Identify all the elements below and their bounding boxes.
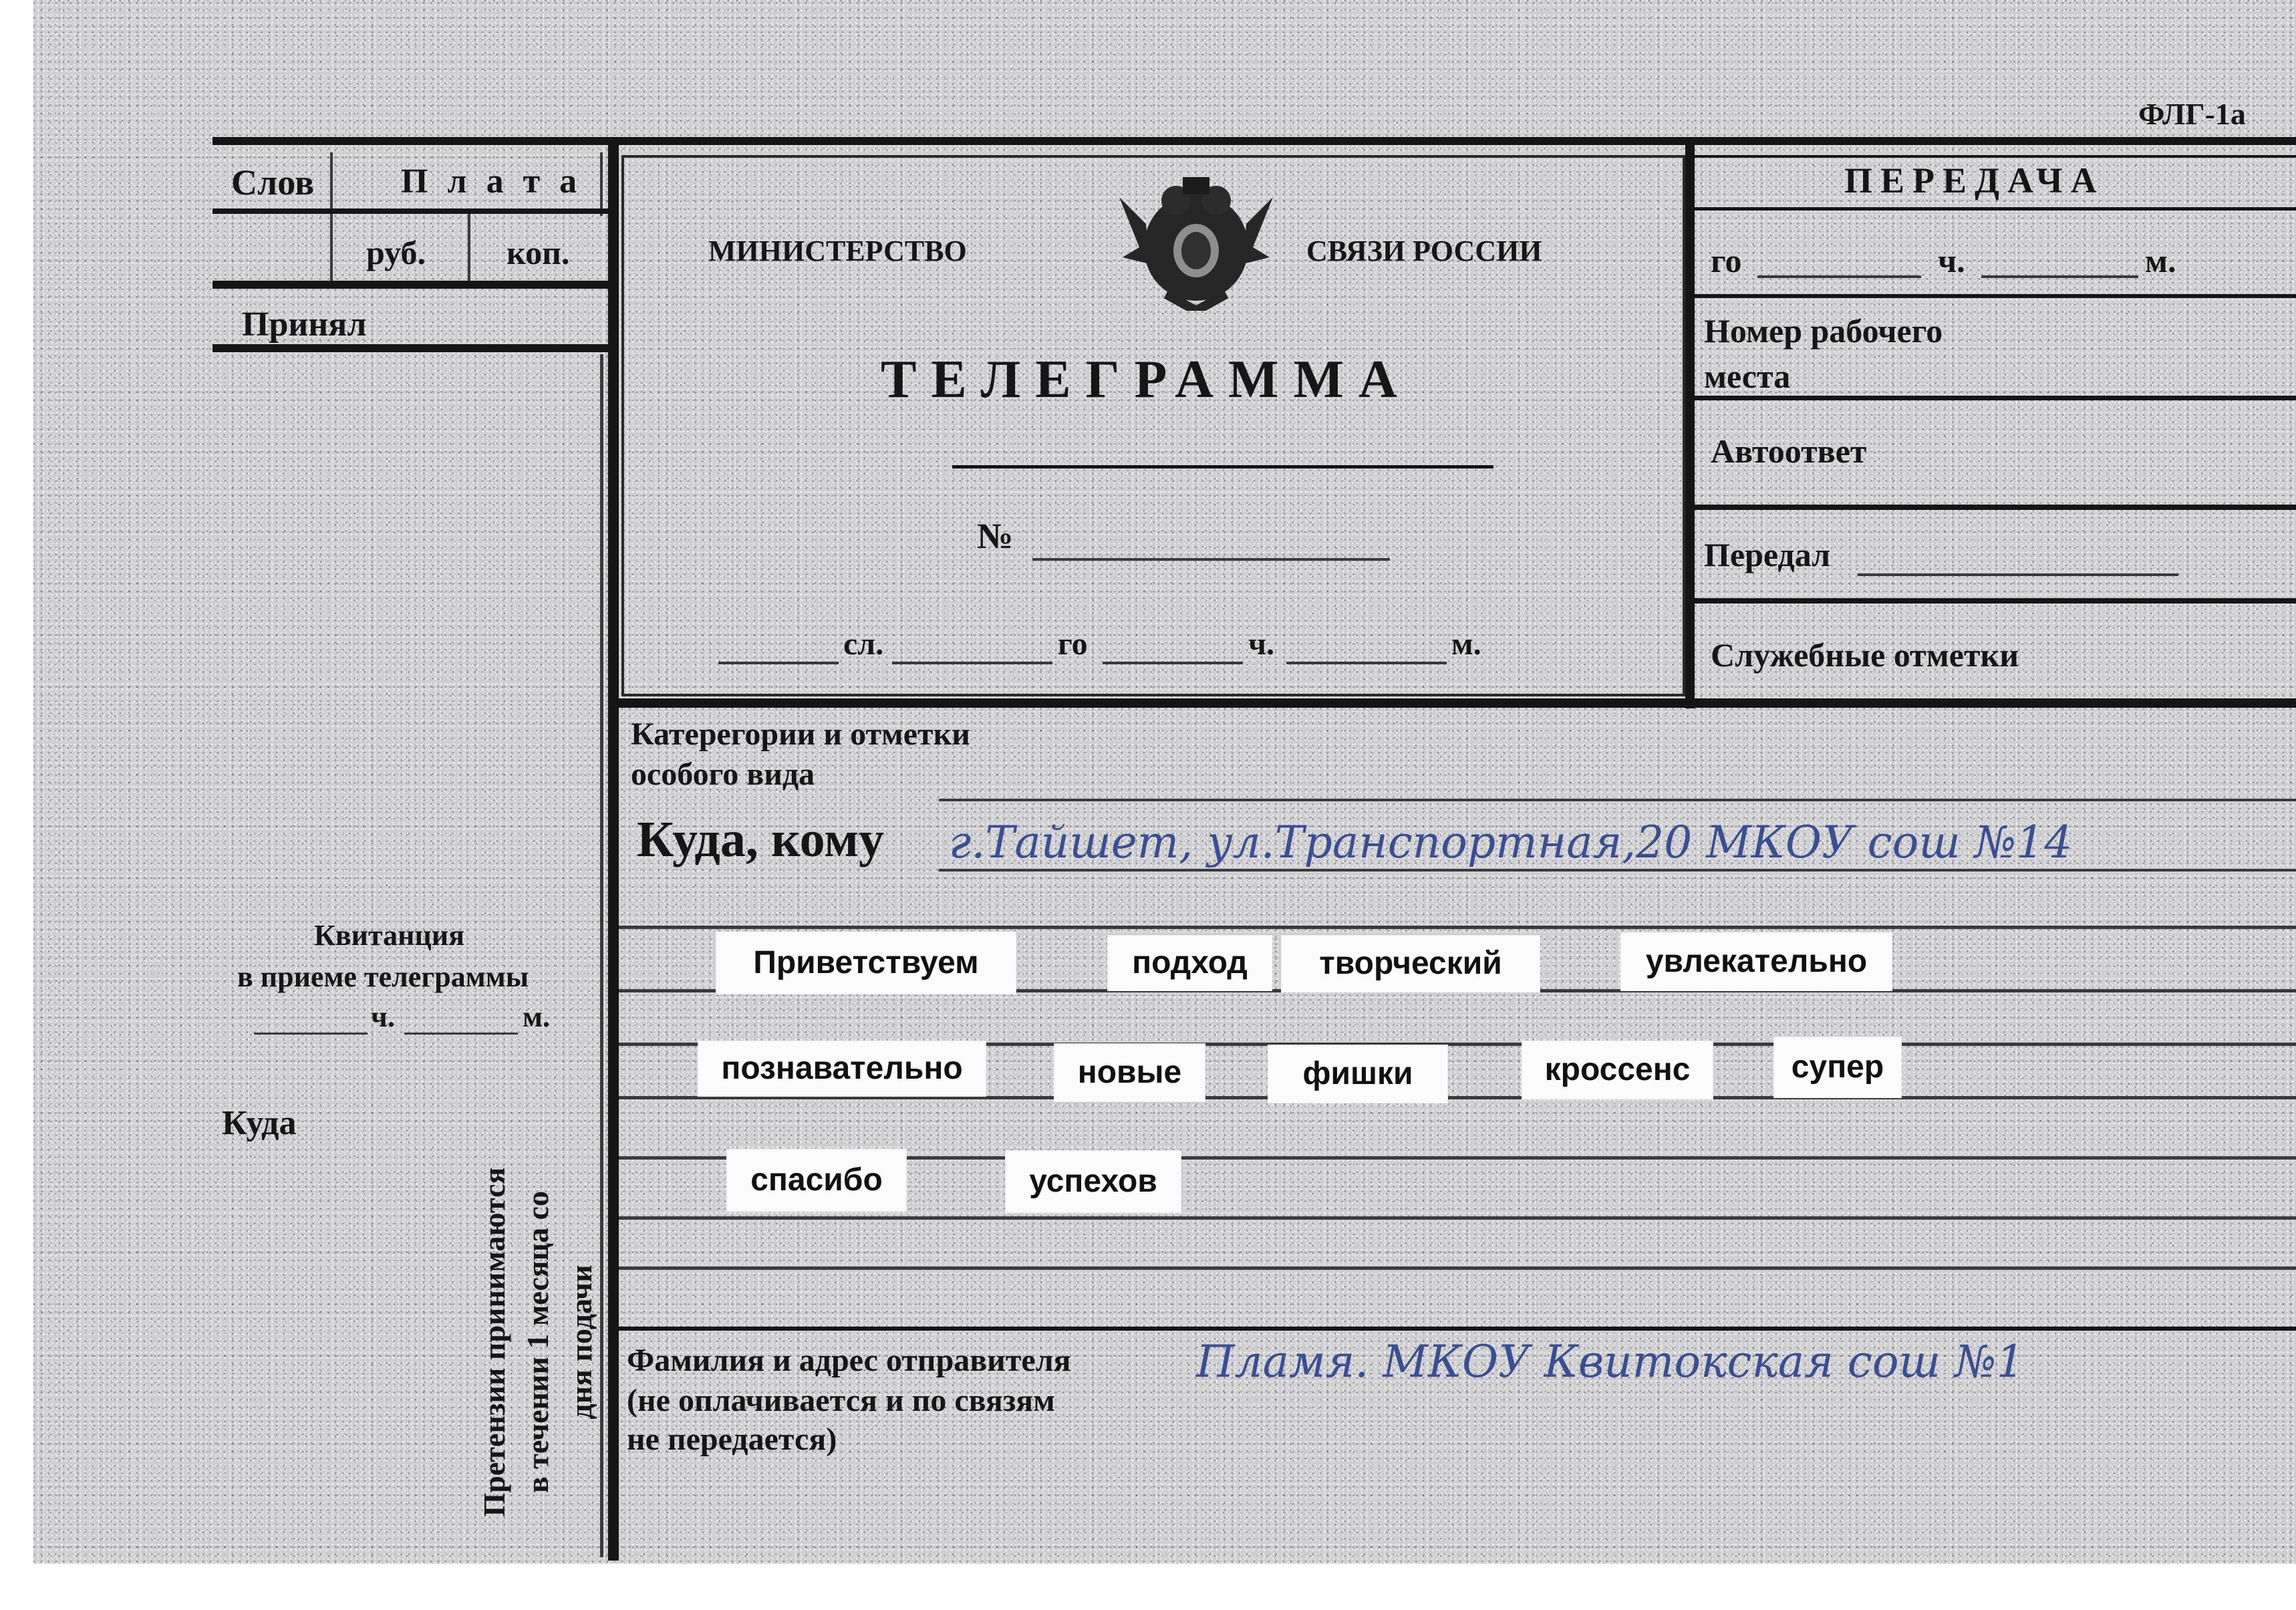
receipt-subtitle: в приеме телеграммы [237,960,529,993]
sender-label-line2: (не оплачивается и по связям [627,1383,1055,1418]
message-line [619,1216,2296,1220]
hour-field [1981,275,2138,278]
word-card: подход [1108,936,1272,990]
sent-by-label: Передал [1704,536,1831,573]
sent-by-field [1858,573,2178,576]
header-bottom-border [619,698,2296,708]
to-whom-field [939,869,2296,871]
emblem-icon [1119,177,1273,311]
ministry-left-label: МИНИСТЕРСТВО [708,235,967,267]
workplace-label-line2: места [1704,358,1791,395]
time-go-label: го [1058,626,1088,662]
where-label: Куда [222,1104,297,1142]
word-card: творческий [1282,936,1540,992]
word-card: спасибо [727,1150,906,1211]
divider [1695,155,2296,158]
divider [1695,505,2296,510]
divider [1695,207,2296,211]
claims-note-line3: дня подачи [564,1264,598,1420]
word-card: познавательно [698,1041,986,1096]
divider [330,152,333,283]
ministry-right-label: СВЯЗИ РОССИИ [1306,235,1542,267]
sender-label: Фамилия и адрес отправителя [627,1343,1071,1378]
minute-label: м. [2145,242,2176,279]
words-label: Слов [231,162,315,203]
kop-label: коп. [507,234,570,271]
sender-label-line3: не передается) [627,1422,837,1457]
form-code: ФЛГ-1а [2138,97,2246,131]
sender-value: Пламя. МКОУ Квитокская сош №1 [1196,1336,2025,1387]
receipt-minute-label: м. [523,1000,550,1033]
word-card: кроссенс [1522,1041,1713,1099]
claims-note-line1: Претензии принимаются [477,1167,511,1517]
divider [600,152,603,216]
hour-label: ч. [1938,242,1965,279]
categories-label: Катерегории и отметки [631,716,970,752]
word-card: новые [1054,1044,1205,1101]
payment-label: П л а т а [401,162,583,200]
message-line [619,926,2296,929]
receipt-title: Квитанция [314,919,465,952]
claims-note-line2: в течении 1 месяца со [521,1190,555,1494]
scan-left-margin [0,0,33,1610]
time-m-label: м. [1451,626,1481,662]
top-border [212,137,2296,145]
divider [212,209,608,214]
workplace-label: Номер рабочего [1704,312,1943,350]
word-card: Приветствуем [716,932,1016,994]
categories-field [939,799,2296,801]
receipt-minute-line [404,1033,518,1035]
divider [468,213,470,283]
main-vertical-border [608,137,619,1561]
time-field-words [718,662,839,664]
to-whom-value: г.Тайшет, ул.Транспортная,20 МКОУ сош №14 [949,817,2073,868]
time-field-minute [1286,662,1447,664]
time-field-hour [1103,662,1243,664]
divider [212,344,608,352]
message-line [619,1096,2296,1099]
word-card: успехов [1006,1151,1181,1212]
word-card: супер [1774,1037,1901,1097]
divider [1695,396,2296,400]
time-sl-label: сл. [843,626,884,662]
divider [212,281,608,289]
header-right-border [1685,140,1695,708]
accepted-label: Принял [242,305,367,344]
word-card: фишки [1268,1045,1447,1103]
autoreply-label: Автоответ [1711,432,1867,470]
service-marks-label: Служебные отметки [1711,636,2019,674]
title-underline [952,465,1493,468]
divider [1695,598,2296,603]
time-field-go [892,662,1052,664]
telegram-title: ТЕЛЕГРАММА [881,350,1412,409]
transmission-title: ПЕРЕДАЧА [1844,160,2105,200]
go-label: го [1711,242,1742,279]
divider [600,354,603,1557]
to-whom-label: Куда, кому [637,811,884,867]
go-field [1757,275,1921,278]
receipt-hour-line [254,1033,368,1035]
receipt-hour-label: ч. [371,1000,395,1033]
number-label: № [977,516,1014,556]
categories-label-line2: особого вида [631,757,815,792]
message-line [619,1266,2296,1270]
rub-label: руб. [366,234,426,271]
number-field [1032,558,1390,561]
time-h-label: ч. [1248,626,1275,662]
claims-note [411,1150,598,1537]
divider [1695,294,2296,298]
sender-top-line [619,1327,2296,1331]
scan-bottom-margin [0,1564,2296,1610]
word-card: увлекательно [1621,933,1892,990]
